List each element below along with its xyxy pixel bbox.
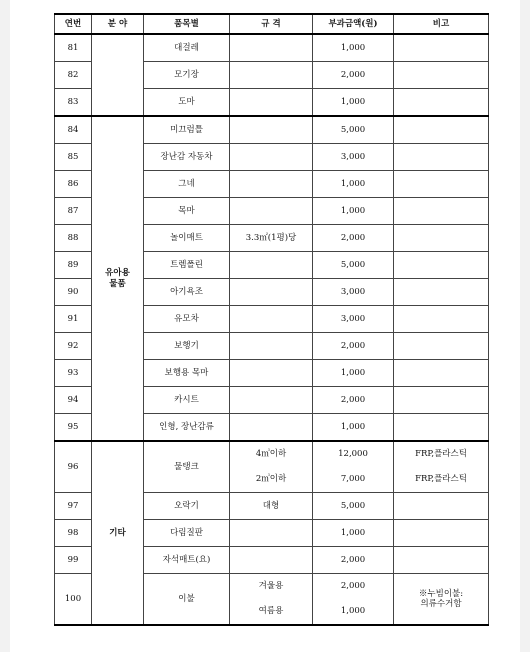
row-spec <box>230 547 313 574</box>
row-item: 자석매트(요) <box>144 547 230 574</box>
row-no: 92 <box>55 333 92 360</box>
row-item: 보행용 목마 <box>144 360 230 387</box>
remark-value: FRP,플라스틱 <box>415 474 467 485</box>
row-item: 목마 <box>144 198 230 225</box>
table-row <box>55 116 489 144</box>
row-no: 90 <box>55 279 92 306</box>
row-item: 물탱크 <box>144 441 230 493</box>
header-spec: 규 격 <box>230 14 313 34</box>
spec-value: 겨울용 <box>258 581 284 592</box>
row-spec <box>230 279 313 306</box>
row-remark <box>394 252 489 279</box>
row-no: 86 <box>55 171 92 198</box>
row-no: 98 <box>55 520 92 547</box>
row-fee: 5,000 <box>313 252 394 279</box>
row-no: 96 <box>55 441 92 493</box>
field-cell-infant <box>92 116 144 441</box>
table-row <box>55 34 489 62</box>
row-no: 100 <box>55 574 92 626</box>
row-spec <box>230 441 313 493</box>
row-item: 놀이매트 <box>144 225 230 252</box>
row-item: 인형, 장난감류 <box>144 414 230 442</box>
fee-value: 12,000 <box>338 449 368 460</box>
spec-value: 4㎥이하 <box>255 449 287 460</box>
row-fee <box>313 574 394 626</box>
row-remark <box>394 144 489 171</box>
row-spec: 대형 <box>230 493 313 520</box>
row-no: 85 <box>55 144 92 171</box>
header-fee: 부과금액(원) <box>313 14 394 34</box>
spec-value: 2㎥이하 <box>255 474 287 485</box>
row-no: 82 <box>55 62 92 89</box>
row-spec <box>230 144 313 171</box>
row-remark <box>394 414 489 442</box>
row-item: 오락기 <box>144 493 230 520</box>
row-item: 카시트 <box>144 387 230 414</box>
row-fee: 2,000 <box>313 387 394 414</box>
row-item: 유모차 <box>144 306 230 333</box>
row-no: 87 <box>55 198 92 225</box>
row-remark <box>394 171 489 198</box>
row-remark <box>394 116 489 144</box>
fee-table <box>54 13 489 626</box>
fee-value: 7,000 <box>340 474 366 485</box>
row-spec <box>230 252 313 279</box>
row-fee: 1,000 <box>313 360 394 387</box>
row-spec <box>230 360 313 387</box>
fee-value: 1,000 <box>340 606 366 617</box>
row-spec <box>230 171 313 198</box>
row-fee: 5,000 <box>313 493 394 520</box>
row-remark <box>394 279 489 306</box>
row-spec: 3.3㎡(1평)당 <box>230 225 313 252</box>
row-fee: 3,000 <box>313 279 394 306</box>
row-item: 트렘폴린 <box>144 252 230 279</box>
row-no: 93 <box>55 360 92 387</box>
row-remark <box>394 333 489 360</box>
field-cell-other: 기타 <box>92 441 144 625</box>
row-fee: 2,000 <box>313 547 394 574</box>
row-no: 88 <box>55 225 92 252</box>
fee-value: 2,000 <box>340 581 366 592</box>
row-remark <box>394 89 489 117</box>
row-spec <box>230 414 313 442</box>
row-remark <box>394 574 489 626</box>
field-label-infant-line1: 유아용 <box>105 268 130 279</box>
row-fee: 2,000 <box>313 225 394 252</box>
row-item: 모기장 <box>144 62 230 89</box>
row-fee: 1,000 <box>313 171 394 198</box>
row-remark <box>394 34 489 62</box>
row-remark <box>394 62 489 89</box>
row-fee: 3,000 <box>313 306 394 333</box>
row-no: 83 <box>55 89 92 117</box>
table-row <box>55 441 489 493</box>
row-fee: 1,000 <box>313 520 394 547</box>
header-item: 품목별 <box>144 14 230 34</box>
row-no: 81 <box>55 34 92 62</box>
row-no: 84 <box>55 116 92 144</box>
spec-value: 여름용 <box>258 606 284 617</box>
row-no: 89 <box>55 252 92 279</box>
row-fee: 5,000 <box>313 116 394 144</box>
row-spec <box>230 198 313 225</box>
remark-value: FRP,플라스틱 <box>415 449 467 460</box>
header-remark: 비고 <box>394 14 489 34</box>
row-fee: 2,000 <box>313 62 394 89</box>
row-remark <box>394 493 489 520</box>
row-spec <box>230 306 313 333</box>
field-cell-household <box>92 34 144 116</box>
row-no: 97 <box>55 493 92 520</box>
row-remark <box>394 360 489 387</box>
row-no: 95 <box>55 414 92 442</box>
row-no: 94 <box>55 387 92 414</box>
row-fee: 1,000 <box>313 89 394 117</box>
row-spec <box>230 116 313 144</box>
row-item: 아기욕조 <box>144 279 230 306</box>
header-field: 분 야 <box>92 14 144 34</box>
row-item: 도마 <box>144 89 230 117</box>
row-remark <box>394 520 489 547</box>
row-item: 보행기 <box>144 333 230 360</box>
row-no: 99 <box>55 547 92 574</box>
row-spec <box>230 333 313 360</box>
row-fee: 1,000 <box>313 34 394 62</box>
row-remark <box>394 387 489 414</box>
row-remark <box>394 198 489 225</box>
row-remark <box>394 225 489 252</box>
row-item: 이불 <box>144 574 230 626</box>
header-no: 연번 <box>55 14 92 34</box>
row-fee: 3,000 <box>313 144 394 171</box>
row-fee <box>313 441 394 493</box>
row-remark <box>394 306 489 333</box>
row-item: 다림질판 <box>144 520 230 547</box>
row-item: 그네 <box>144 171 230 198</box>
remark-note-line2: 의류수거함 <box>420 599 462 609</box>
row-spec <box>230 574 313 626</box>
remark-note-line1: ※누빔이불: <box>418 588 464 599</box>
row-spec <box>230 62 313 89</box>
field-label-infant-line2: 물품 <box>109 278 126 289</box>
row-fee: 1,000 <box>313 198 394 225</box>
row-spec <box>230 387 313 414</box>
row-fee: 1,000 <box>313 414 394 442</box>
row-spec <box>230 89 313 117</box>
row-spec <box>230 34 313 62</box>
row-item: 대걸레 <box>144 34 230 62</box>
row-item: 미끄럼틀 <box>144 116 230 144</box>
table-header-row <box>55 14 489 34</box>
row-remark <box>394 441 489 493</box>
row-fee: 2,000 <box>313 333 394 360</box>
row-item: 장난감 자동차 <box>144 144 230 171</box>
row-spec <box>230 520 313 547</box>
document-page <box>10 0 520 652</box>
row-remark <box>394 547 489 574</box>
row-no: 91 <box>55 306 92 333</box>
